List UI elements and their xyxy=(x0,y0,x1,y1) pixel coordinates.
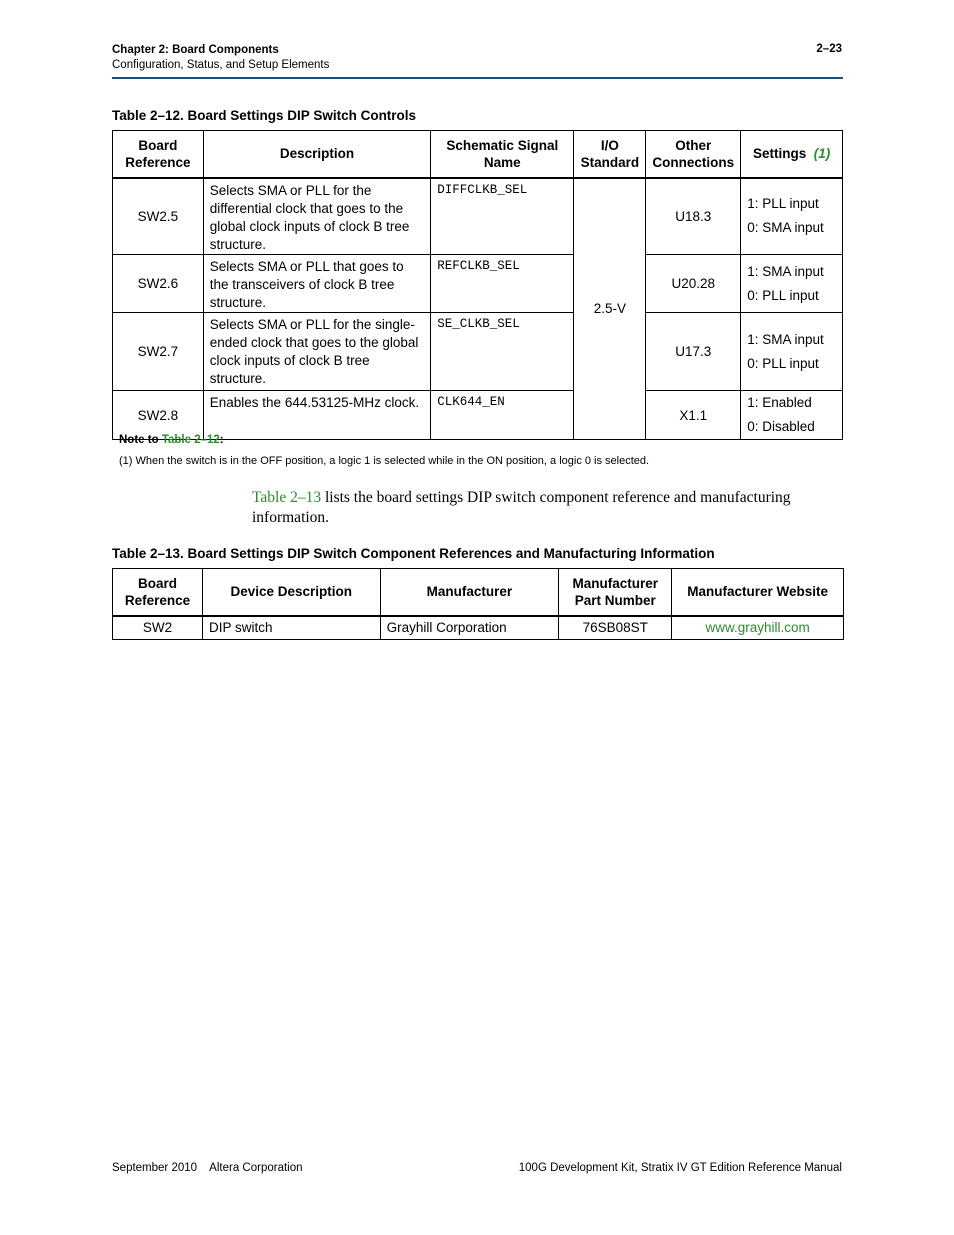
table-note-heading: Note to Table 2–12: xyxy=(119,434,224,446)
header-rule xyxy=(112,77,843,79)
col-description: Description xyxy=(203,131,430,178)
settings-cell: 1: PLL input 0: SMA input xyxy=(741,178,843,255)
table-row xyxy=(113,391,843,440)
col-part-number: Manufacturer Part Number xyxy=(559,569,672,616)
settings-cell: 1: Enabled 0: Disabled xyxy=(741,391,843,440)
board-ref-cell: SW2.7 xyxy=(113,313,204,391)
table-note-text: (1) When the switch is in the OFF position, a logic 1 is selected while in the ON position, a logic 0 is selected. xyxy=(119,455,650,467)
website-cell xyxy=(672,616,844,640)
description-cell: Selects SMA or PLL for the single-ended clock that goes to the global clock inputs of clock B tree structure. xyxy=(203,313,430,391)
settings-cell: 1: SMA input 0: PLL input xyxy=(741,313,843,391)
other-connection-cell: U17.3 xyxy=(646,313,741,391)
manufacturer-cell: Grayhill Corporation xyxy=(380,616,559,640)
description-cell: Enables the 644.53125-MHz clock. xyxy=(203,391,430,440)
grayhill-website-link[interactable]: www.grayhill.com xyxy=(705,620,810,636)
settings-cell: 1: SMA input 0: PLL input xyxy=(741,255,843,313)
board-ref-cell: SW2 xyxy=(113,616,203,640)
body-paragraph: Table 2–13 lists the board settings DIP switch component reference and manufacturing information. xyxy=(252,489,791,526)
table2-header-row xyxy=(113,569,844,616)
other-connection-cell: X1.1 xyxy=(646,391,741,440)
table2-caption: Table 2–13. Board Settings DIP Switch Component References and Manufacturing Information xyxy=(112,546,715,561)
signal-cell: REFCLKB_SEL xyxy=(431,255,574,313)
table1-header-row xyxy=(113,131,843,178)
signal-cell: SE_CLKB_SEL xyxy=(431,313,574,391)
io-standard-cell: 2.5-V xyxy=(574,178,646,440)
col-other-connections: Other Connections xyxy=(646,131,741,178)
page-number: 2–23 xyxy=(816,43,842,55)
board-ref-cell: SW2.8 xyxy=(113,391,204,440)
board-ref-cell: SW2.6 xyxy=(113,255,204,313)
description-cell: Selects SMA or PLL for the differential clock that goes to the global clock inputs of clock B tree structure. xyxy=(203,178,430,255)
settings-note-link[interactable]: (1) xyxy=(813,146,831,162)
table-row xyxy=(113,178,843,255)
col-board-reference: Board Reference xyxy=(113,569,203,616)
dip-switch-controls-table xyxy=(112,130,843,440)
footer-manual-title: 100G Development Kit, Stratix IV GT Edition Reference Manual xyxy=(518,1162,842,1174)
col-manufacturer-website: Manufacturer Website xyxy=(672,569,844,616)
component-references-table xyxy=(112,568,844,640)
other-connection-cell: U18.3 xyxy=(646,178,741,255)
table-row xyxy=(113,616,844,640)
col-settings: Settings (1) xyxy=(741,131,843,178)
description-cell: Selects SMA or PLL that goes to the transceivers of clock B tree structure. xyxy=(203,255,430,313)
table-row xyxy=(113,313,843,391)
device-cell: DIP switch xyxy=(202,616,380,640)
board-ref-cell: SW2.5 xyxy=(113,178,204,255)
running-header xyxy=(112,43,329,73)
table1-caption: Table 2–12. Board Settings DIP Switch Controls xyxy=(112,108,417,123)
footer-date-company: September 2010 Altera Corporation xyxy=(112,1162,303,1174)
table-2-13-link[interactable]: Table 2–13 xyxy=(252,489,322,506)
chapter-title: Chapter 2: Board Components xyxy=(112,44,279,56)
other-connection-cell: U20.28 xyxy=(646,255,741,313)
col-manufacturer: Manufacturer xyxy=(380,569,559,616)
col-io-standard: I/O Standard xyxy=(574,131,646,178)
signal-cell: CLK644_EN xyxy=(431,391,574,440)
signal-cell: DIFFCLKB_SEL xyxy=(431,178,574,255)
col-device-description: Device Description xyxy=(202,569,380,616)
table-2-12-link[interactable]: Table 2–12 xyxy=(161,434,220,446)
col-signal-name: Schematic Signal Name xyxy=(431,131,574,178)
col-board-reference: Board Reference xyxy=(113,131,204,178)
part-number-cell: 76SB08ST xyxy=(559,616,672,640)
table-row xyxy=(113,255,843,313)
section-title: Configuration, Status, and Setup Elements xyxy=(112,59,330,71)
